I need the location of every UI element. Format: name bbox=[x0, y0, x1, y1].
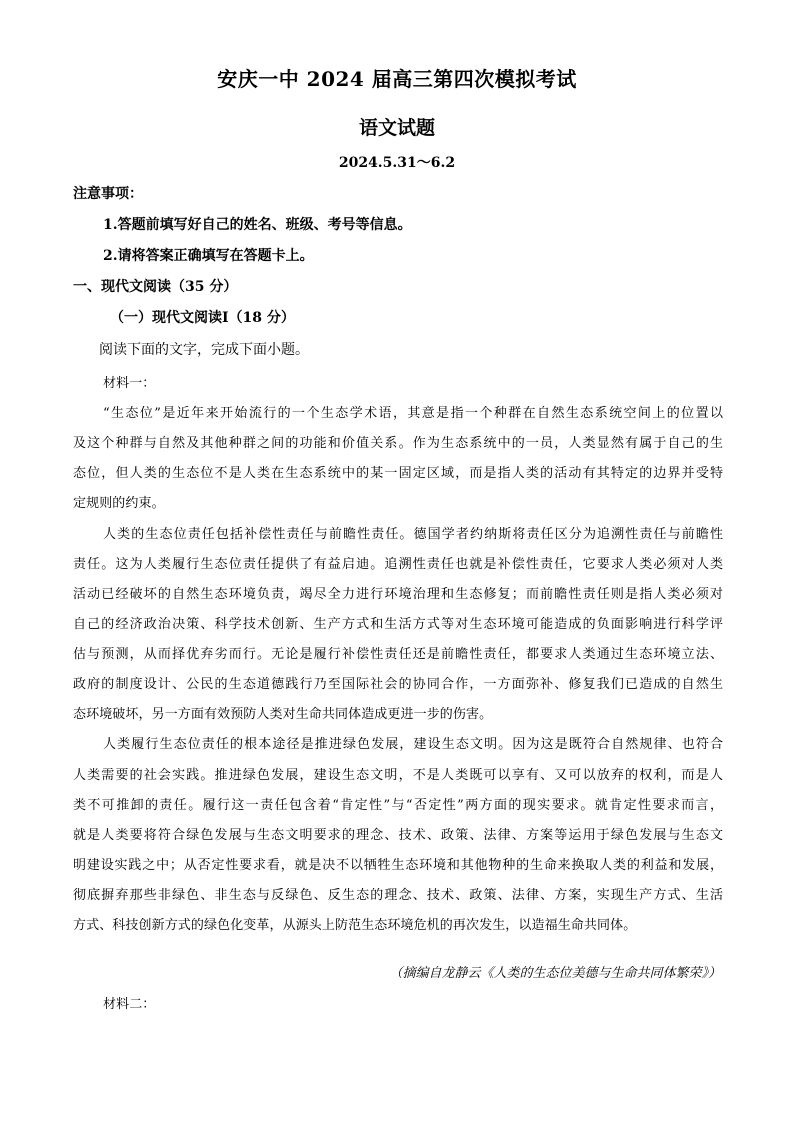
paragraph-line: 自己的经济政治决策、科学技术创新、生产方式和生活方式等对生态环境可能造成的负面影响进行科学评 bbox=[73, 617, 723, 632]
paragraph-line: 方式、科技创新方式的绿色化变革，从源头上防范生态环境危机的再次发生，以造福生命共同体。 bbox=[73, 918, 637, 933]
paragraph-line: 人类需要的社会实践。推进绿色发展，建设生态文明，不是人类既可以享有、又可以放弃的权利，而是人 bbox=[73, 768, 723, 783]
paragraph-line: 人类履行生态位责任的根本途径是推进绿色发展，建设生态文明。因为这是既符合自然规律、也符合 bbox=[103, 737, 723, 752]
paragraph-line: 估与预测，从而择优弃劣而行。无论是履行补偿性责任还是前瞻性责任，都要求人类通过生态环境立法、 bbox=[73, 647, 723, 662]
section-heading: 一、现代文阅读（35 分） bbox=[73, 279, 238, 295]
paragraph-line: 定规则的约束。 bbox=[73, 496, 165, 511]
exam-date: 2024.5.31～6.2 bbox=[338, 155, 456, 171]
paragraph-line: 责任。这为人类履行生态位责任提供了有益启迪。追溯性责任也就是补偿性责任，它要求人类必须对人类 bbox=[73, 557, 723, 572]
paragraph-line: 及这个种群与自然及其他种群之间的功能和价值关系。作为生态系统中的一员，人类显然有属于自己的生 bbox=[73, 436, 723, 451]
paragraph-line: “生态位”是近年来开始流行的一个生态学术语，其意是指一个种群在自然生态系统空间上的位置以 bbox=[103, 406, 723, 421]
exam-subtitle: 语文试题 bbox=[358, 117, 435, 139]
paragraph-line: 彻底摒弃那些非绿色、非生态与反绿色、反生态的理念、技术、政策、法律、方案，实现生产方式、生活 bbox=[73, 888, 723, 903]
paragraph-line: 类不可推卸的责任。履行这一责任包含着“肯定性”与“否定性”两方面的现实要求。就肯定性要求而言， bbox=[73, 798, 723, 813]
paragraph-line: 态位，但人类的生态位不是人类在生态系统中的某一固定区域，而是指人类的活动有其特定的边界并受特 bbox=[73, 466, 723, 481]
material-2-label: 材料二： bbox=[103, 997, 156, 1012]
section-sub-heading: （一）现代文阅读Ⅰ（18 分） bbox=[110, 310, 295, 326]
notice-item-1: 1.答题前填写好自己的姓名、班级、考号等信息。 bbox=[103, 217, 412, 233]
reading-instruction: 阅读下面的文字，完成下面小题。 bbox=[99, 342, 309, 358]
paragraph-line: 活动已经破坏的自然生态环境负责，竭尽全力进行环境治理和生态修复；而前瞻性责任则是指人类必须对 bbox=[73, 587, 723, 602]
paragraph-line: 政府的制度设计、公民的生态道德践行乃至国际社会的协同合作，一方面弥补、修复我们已造成的自然生 bbox=[73, 677, 723, 692]
paragraph-line: 态环境破坏，另一方面有效预防人类对生命共同体造成更进一步的伤害。 bbox=[73, 707, 493, 722]
notice-heading: 注意事项： bbox=[73, 186, 143, 202]
material-1-label: 材料一： bbox=[103, 376, 156, 391]
paragraph-line: 就是人类要将符合绿色发展与生态文明要求的理念、技术、政策、法律、方案等运用于绿色发展与生态文 bbox=[73, 828, 723, 843]
paragraph-line: 明建设实践之中；从否定性要求看，就是决不以牺牲生态环境和其他物种的生命来换取人类的利益和发展， bbox=[73, 858, 723, 873]
material-1-source: （摘编自龙静云《人类的生态位美德与生命共同体繁荣》） bbox=[389, 966, 721, 981]
exam-title: 安庆一中 2024 届高三第四次模拟考试 bbox=[217, 67, 577, 91]
paragraph-line: 人类的生态位责任包括补偿性责任与前瞻性责任。德国学者约纳斯将责任区分为追溯性责任与前瞻性 bbox=[103, 527, 723, 542]
notice-item-2: 2.请将答案正确填写在答题卡上。 bbox=[103, 248, 314, 264]
